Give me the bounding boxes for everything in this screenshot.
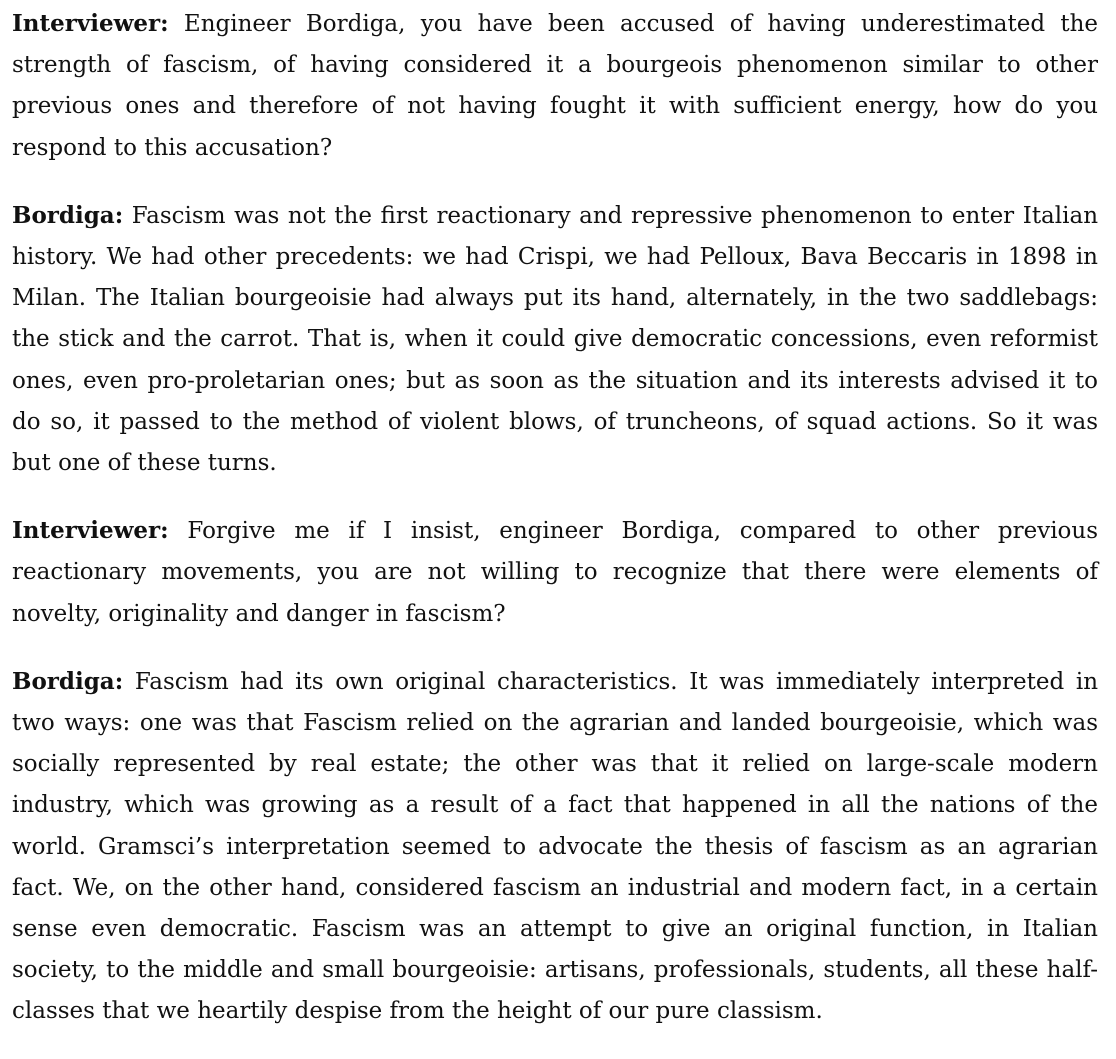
paragraph-text: Forgive me if I insist, engineer Bordiga, compared to other previous reactionary movements, you are not willing to recognize that there were elements of novelty, originality and danger in fascism? xyxy=(12,518,1099,627)
paragraph-text: Engineer Bordiga, you have been accused of having underestimated the strength of fascism, of having considered it a bourgeois phenomenon similar to other previous ones and therefore of not having fought it with sufficient energy, how do you respond to this accusation? xyxy=(12,11,1098,161)
interview-document xyxy=(12,3,1098,1059)
bordiga-answer-2 xyxy=(12,661,1098,1033)
speaker-label: Bordiga: xyxy=(12,667,124,695)
bordiga-answer-1 xyxy=(12,195,1098,484)
speaker-label: Bordiga: xyxy=(12,201,124,229)
speaker-label: Interviewer: xyxy=(12,517,169,545)
interviewer-question-1 xyxy=(12,3,1098,169)
speaker-label: Interviewer: xyxy=(12,10,169,37)
paragraph-text: Fascism was not the first reactionary and repressive phenomenon to enter Italian history. We had other precedents: we had Crispi, we had Pelloux, Bava Beccaris in 1898 in Milan. The Italian bourgeoisie had always put its hand, alternately, in the two saddlebags: the stick and the carrot. That is, when it could give democratic concessions, even reformist ones, even pro-proletarian ones; but as soon as the situation and its interests advised it to do so, it passed to the method of violent blows, of truncheons, of squad actions. So it was but one of these turns. xyxy=(12,202,1099,477)
paragraph-text: Fascism had its own original characteristics. It was immediately interpreted in two ways: one was that Fascism relied on the agrarian and landed bourgeoisie, which was socially represented by real estate; the other was that it relied on large-scale modern industry, which was growing as a result of a fact that happened in all the nations of the world. Gramsci’s interpretation seemed to advocate the thesis of fascism as an agrarian fact. We, on the other hand, considered fascism an industrial and modern fact, in a certain sense even democratic. Fascism was an attempt to give an original function, in Italian society, to the middle and small bourgeoisie: artisans, professionals, students, all these half-classes that we heartily despise from the height of our pure classism. xyxy=(12,668,1099,1025)
interviewer-question-2 xyxy=(12,510,1098,635)
